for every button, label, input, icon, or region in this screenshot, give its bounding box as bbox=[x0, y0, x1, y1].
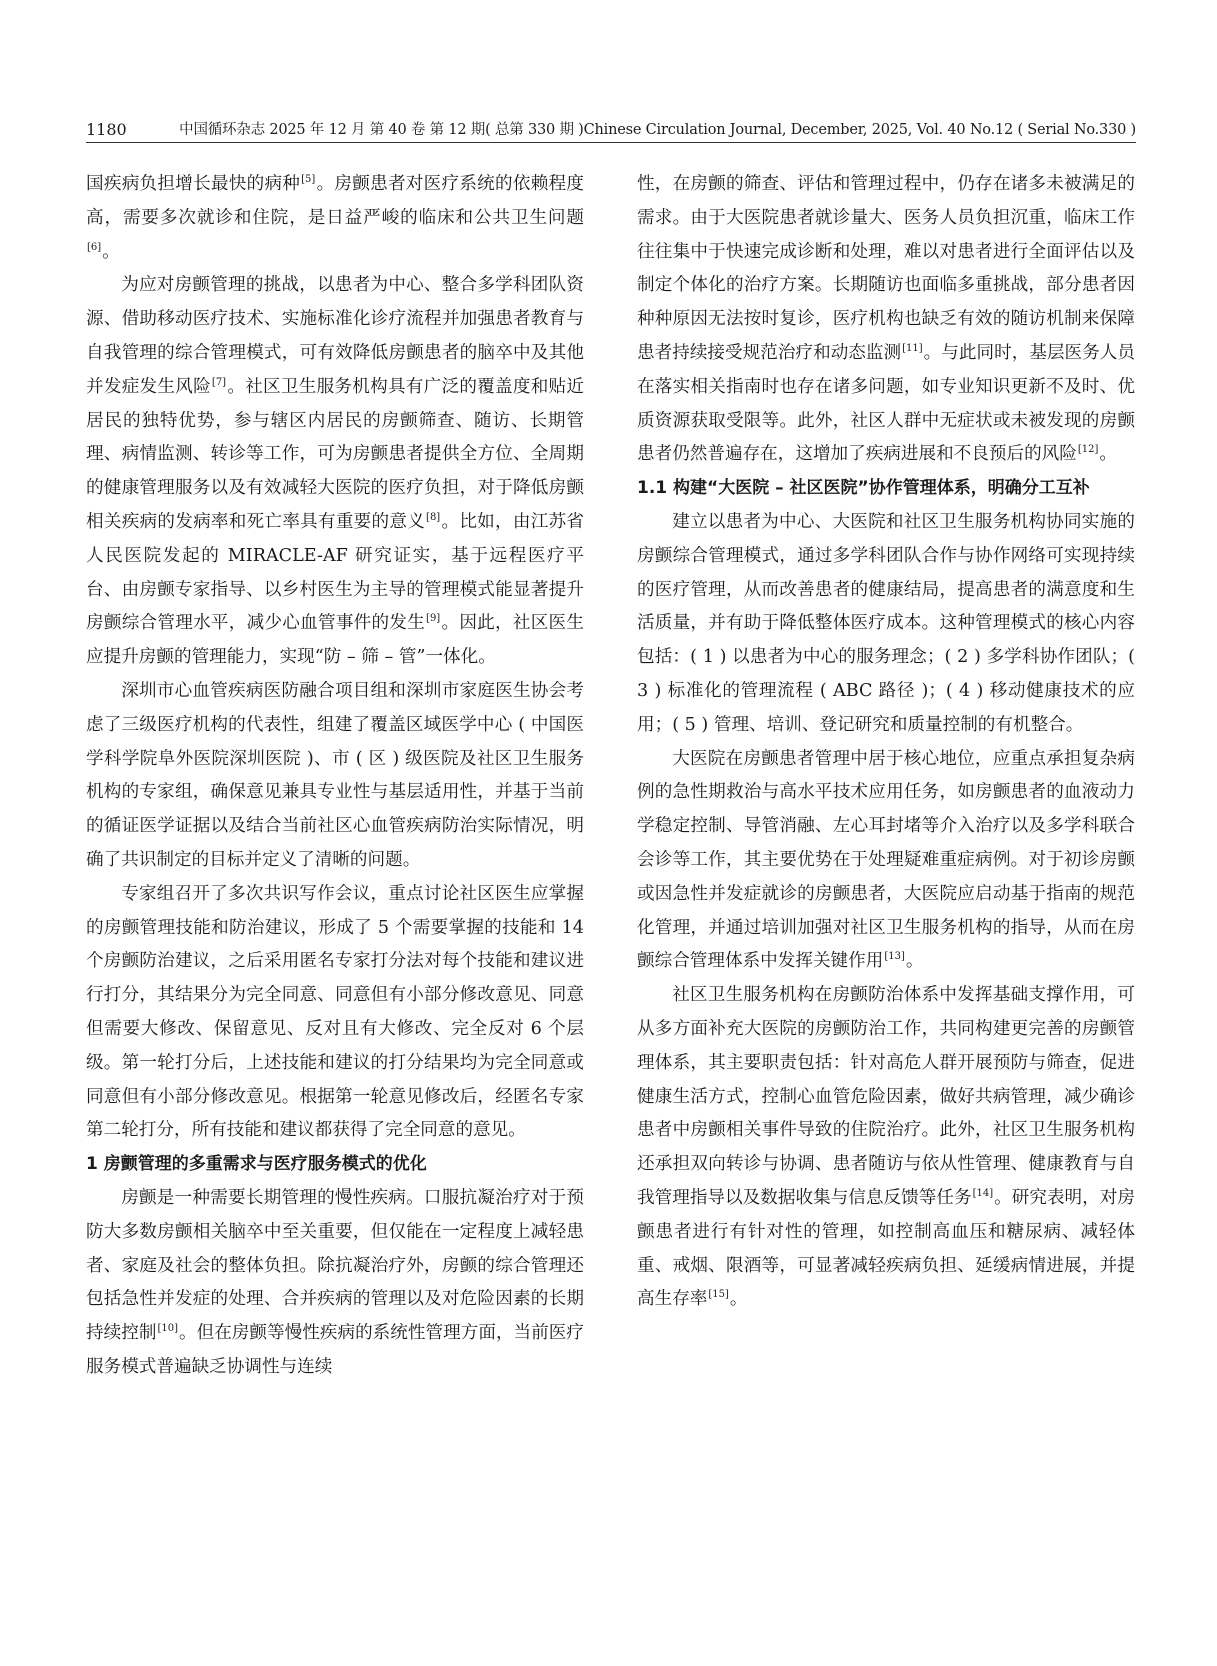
citation-ref[interactable]: [15] bbox=[708, 1289, 729, 1301]
paragraph: 专家组召开了多次共识写作会议，重点讨论社区医生应掌握的房颤管理技能和防治建议，形成了 5 个需要掌握的技能和 14 个房颤防治建议，之后采用匿名专家打分法对每个技能和建议进行打分，其结果分为完全同意、同意但有小部分修改意见、同意但需要大修改、保留意见、反对且有大修改、完全反对 6 个层级。第一轮打分后，上述技能和建议的打分结果均为完全同意或同意但有小部分修改意见。根据第一轮意见修改后，经匿名专家第二轮打分，所有技能和建议都获得了完全同意的意见。 bbox=[86, 883, 584, 1141]
section-heading: 1 房颤管理的多重需求与医疗服务模式的优化 bbox=[86, 1154, 427, 1175]
citation-ref[interactable]: [11] bbox=[902, 342, 923, 354]
citation-ref[interactable]: [13] bbox=[884, 951, 905, 963]
paragraph: 性，在房颤的筛查、评估和管理过程中，仍存在诸多未被满足的需求。由于大医院患者就诊量大、医务人员负担沉重，临床工作往往集中于快速完成诊断和处理，难以对患者进行全面评估以及制定个体化的治疗方案。长期随访也面临多重挑战，部分患者因种种原因无法按时复诊，医疗机构也缺乏有效的随访机制来保障患者持续接受规范治疗和动态监测[11]。与此同时，基层医务人员在落实相关指南时也存在诸多问题，如专业知识更新不及时、优质资源获取受限等。此外，社区人群中无症状或未被发现的房颤患者仍然普遍存在，这增加了疾病进展和不良预后的风险[12]。 bbox=[637, 174, 1135, 465]
journal-citation: 中国循环杂志 2025 年 12 月 第 40 卷 第 12 期( 总第 330 期 )Chinese Circulation Journal, December, 2025, Vol. 40 No.12 ( Serial No.330 ) bbox=[179, 122, 1136, 138]
citation-ref[interactable]: [6] bbox=[87, 241, 102, 253]
right-column bbox=[637, 168, 1135, 1317]
citation-ref[interactable]: [12] bbox=[1077, 444, 1099, 456]
citation-ref[interactable]: [14] bbox=[972, 1187, 994, 1199]
page-number: 1180 bbox=[86, 120, 127, 139]
running-header bbox=[86, 120, 1136, 143]
citation-ref[interactable]: [8] bbox=[426, 511, 441, 523]
subsection-heading: 1.1 构建“大医院 – 社区医院”协作管理体系，明确分工互补 bbox=[637, 478, 1090, 499]
paragraph: 深圳市心血管疾病医防融合项目组和深圳市家庭医生协会考虑了三级医疗机构的代表性，组建了覆盖区域医学中心 ( 中国医学科学院阜外医院深圳医院 )、市 ( 区 ) 级医院及社区卫生服务机构的专家组，确保意见兼具专业性与基层适用性，并基于当前的循证医学证据以及结合当前社区心血管疾病防治实际情况，明确了共识制定的目标并定义了清晰的问题。 bbox=[86, 680, 584, 870]
paragraph: 大医院在房颤患者管理中居于核心地位，应重点承担复杂病例的急性期救治与高水平技术应用任务，如房颤患者的血液动力学稳定控制、导管消融、左心耳封堵等介入治疗以及多学科联合会诊等工作，其主要优势在于处理疑难重症病例。对于初诊房颤或因急性并发症就诊的房颤患者，大医院应启动基于指南的规范化管理，并通过培训加强对社区卫生服务机构的指导，从而在房颤综合管理体系中发挥关键作用[13]。 bbox=[637, 748, 1135, 972]
paragraph: 社区卫生服务机构在房颤防治体系中发挥基础支撑作用，可从多方面补充大医院的房颤防治工作，共同构建更完善的房颤管理体系，其主要职责包括：针对高危人群开展预防与筛查，促进健康生活方式，控制心血管危险因素，做好共病管理，减少确诊患者中房颤相关事件导致的住院治疗。此外，社区卫生服务机构还承担双向转诊与协调、患者随访与依从性管理、健康教育与自我管理指导以及数据收集与信息反馈等任务[14]。研究表明，对房颤患者进行有针对性的管理，如控制高血压和糖尿病、减轻体重、戒烟、限酒等，可显著减轻疾病负担、延缓病情进展，并提高生存率[15]。 bbox=[637, 985, 1135, 1310]
citation-ref[interactable]: [7] bbox=[211, 376, 227, 388]
paragraph: 国疾病负担增长最快的病种[5]。房颤患者对医疗系统的依赖程度高，需要多次就诊和住院，是日益严峻的临床和公共卫生问题[6]。 bbox=[86, 174, 584, 262]
paragraph: 建立以患者为中心、大医院和社区卫生服务机构协同实施的房颤综合管理模式，通过多学科团队合作与协作网络可实现持续的医疗管理，从而改善患者的健康结局，提高患者的满意度和生活质量，并有助于降低整体医疗成本。这种管理模式的核心内容包括：( 1 ) 以患者为中心的服务理念；( 2 ) 多学科协作团队；( 3 ) 标准化的管理流程 ( ABC 路径 )；( 4 ) 移动健康技术的应用；( 5 ) 管理、培训、登记研究和质量控制的有机整合。 bbox=[637, 511, 1135, 735]
citation-ref[interactable]: [9] bbox=[426, 613, 441, 625]
citation-ref[interactable]: [10] bbox=[157, 1323, 178, 1335]
left-column bbox=[86, 168, 584, 1385]
paragraph: 房颤是一种需要长期管理的慢性疾病。口服抗凝治疗对于预防大多数房颤相关脑卒中至关重要，但仅能在一定程度上减轻患者、家庭及社会的整体负担。除抗凝治疗外，房颤的综合管理还包括急性并发症的处理、合并疾病的管理以及对危险因素的长期持续控制[10]。但在房颤等慢性疾病的系统性管理方面，当前医疗服务模式普遍缺乏协调性与连续 bbox=[86, 1187, 584, 1377]
paragraph: 为应对房颤管理的挑战，以患者为中心、整合多学科团队资源、借助移动医疗技术、实施标准化诊疗流程并加强患者教育与自我管理的综合管理模式，可有效降低房颤患者的脑卒中及其他并发症发生风险[7]。社区卫生服务机构具有广泛的覆盖度和贴近居民的独特优势，参与辖区内居民的房颤筛查、随访、长期管理、病情监测、转诊等工作，可为房颤患者提供全方位、全周期的健康管理服务以及有效减轻大医院的医疗负担，对于降低房颤相关疾病的发病率和死亡率具有重要的意义[8]。比如，由江苏省人民医院发起的 MIRACLE-AF 研究证实，基于远程医疗平台、由房颤专家指导、以乡村医生为主导的管理模式能显著提升房颤综合管理水平，减少心血管事件的发生[9]。因此，社区医生应提升房颤的管理能力，实现“防 – 筛 – 管”一体化。 bbox=[86, 275, 584, 668]
citation-ref[interactable]: [5] bbox=[301, 174, 316, 185]
